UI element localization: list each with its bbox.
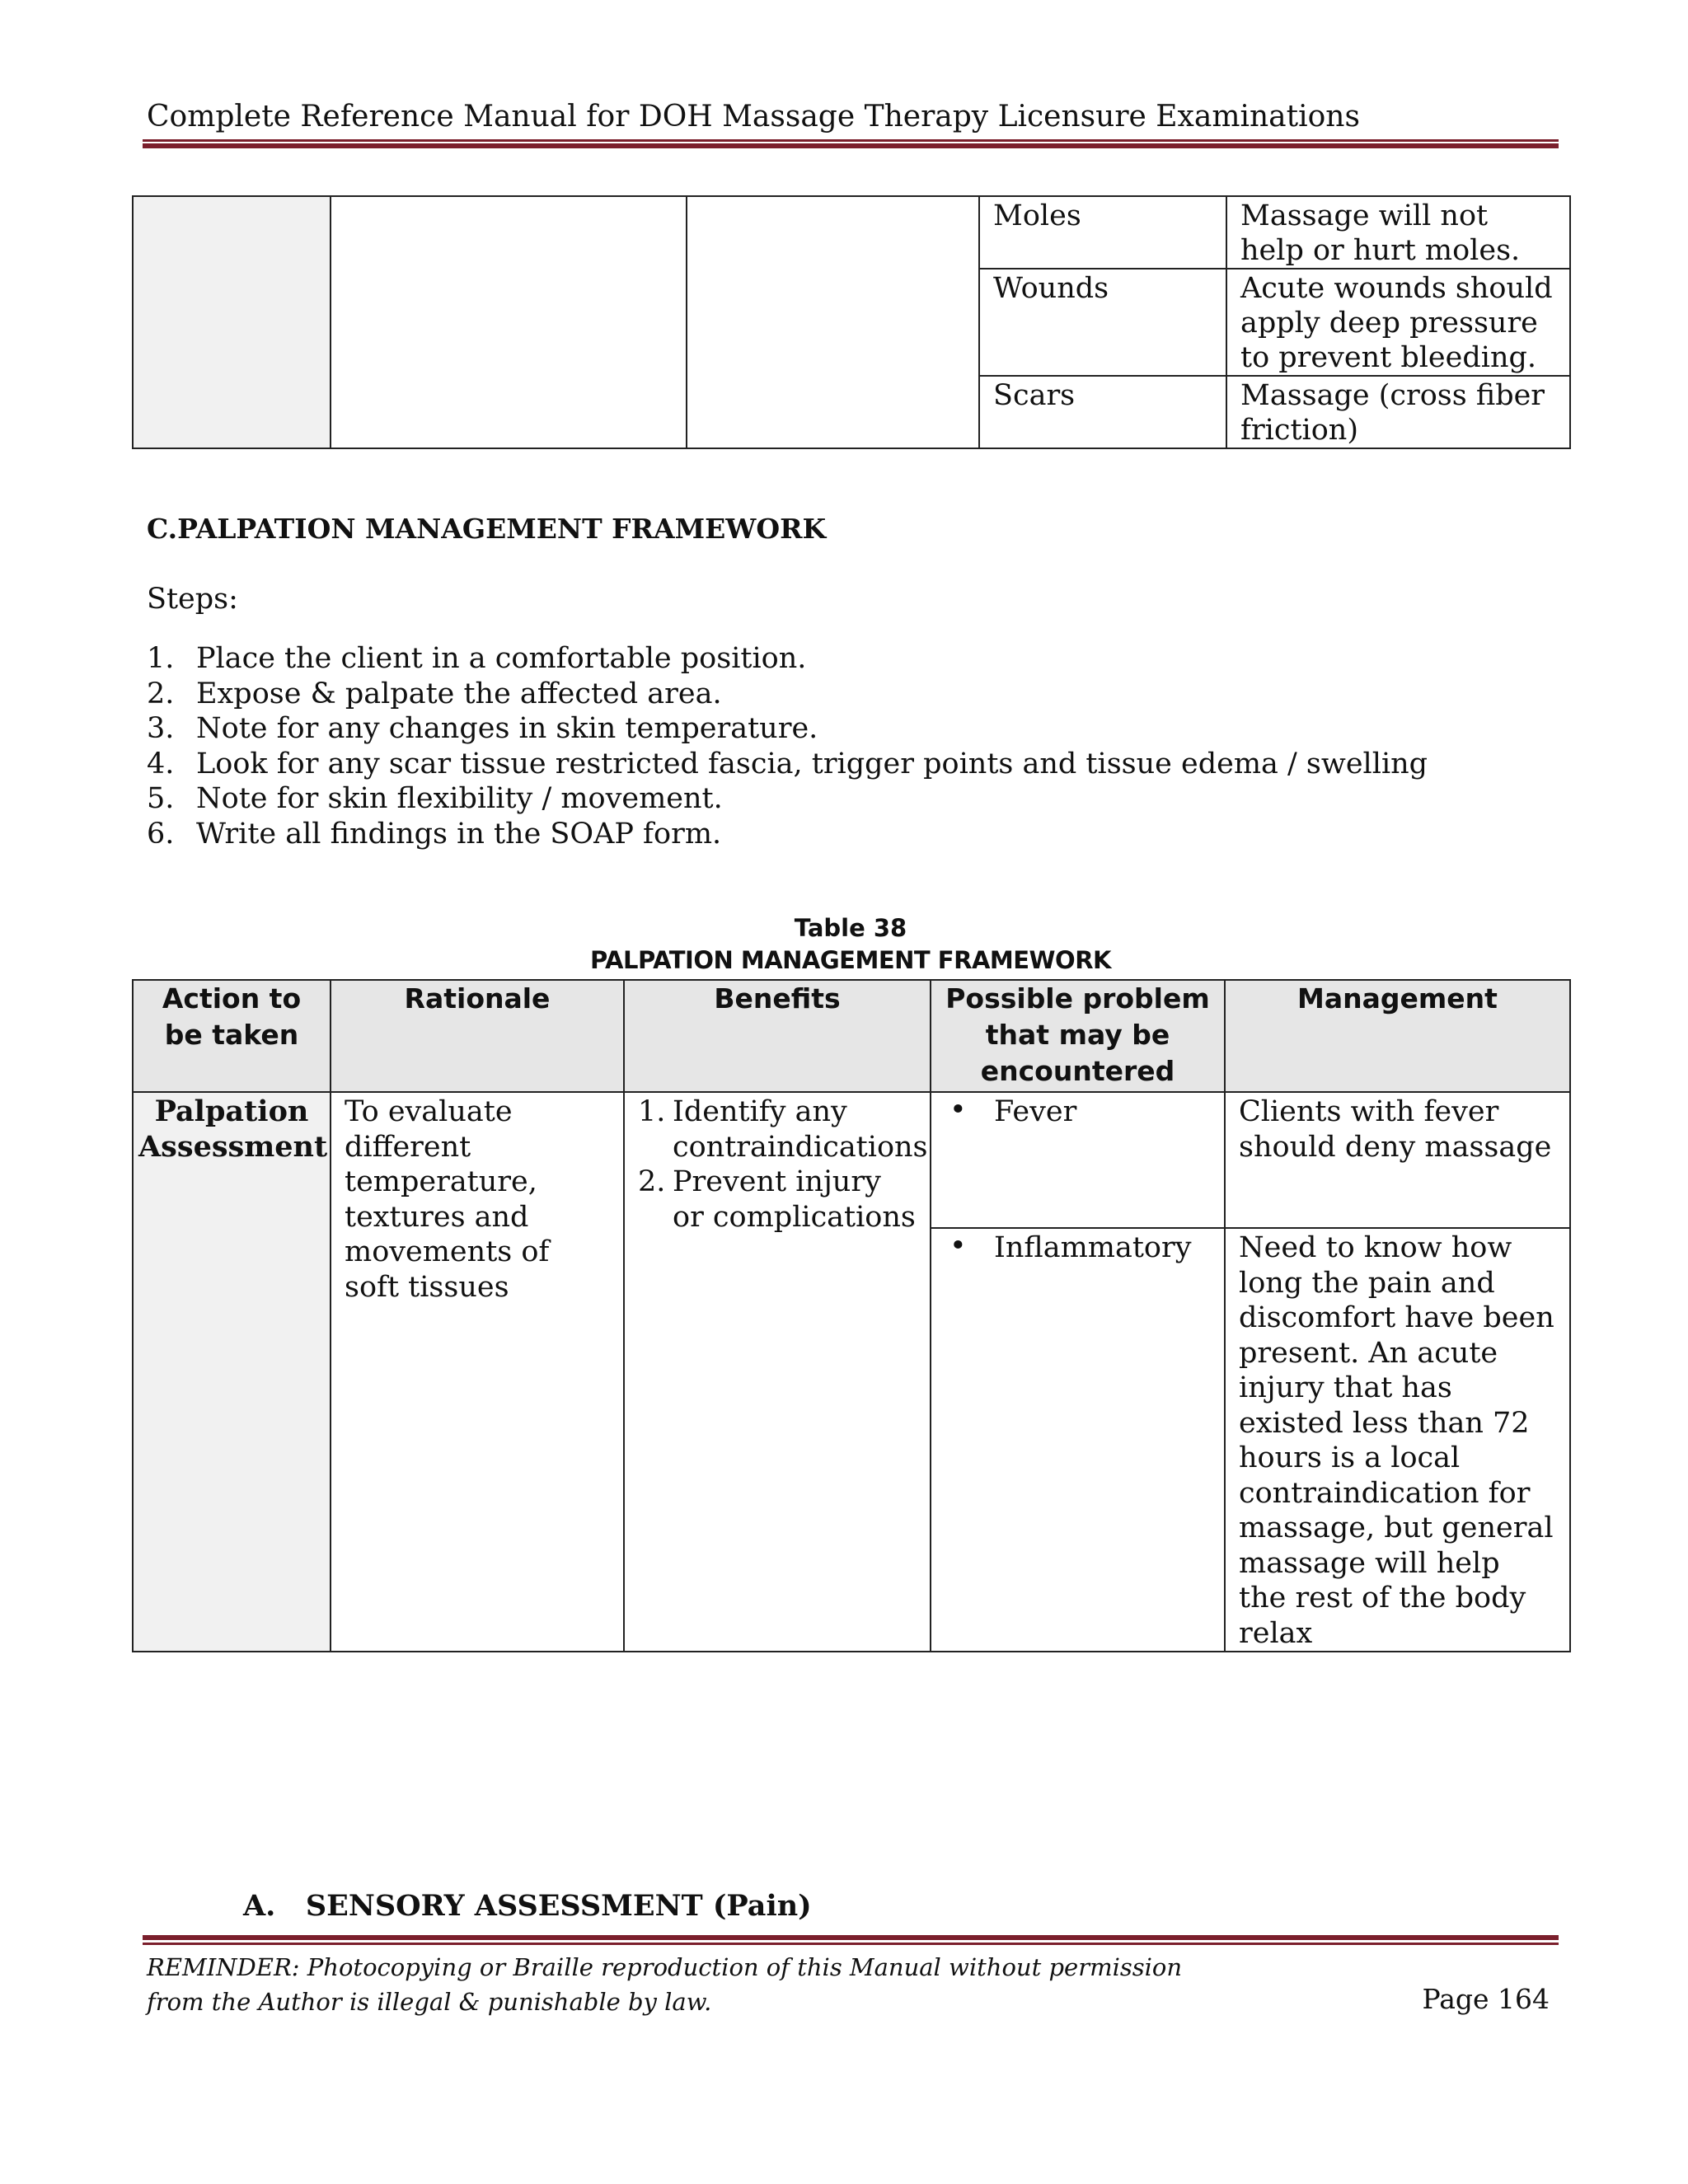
table-cell-empty bbox=[687, 196, 979, 448]
footer-reminder: REMINDER: Photocopying or Braille reproduction of this Manual without permission from the Author is illegal & punishable by law. bbox=[147, 1953, 1183, 2016]
list-item: 2. Prevent injury or complications bbox=[638, 1165, 916, 1234]
list-item: 1. Place the client in a comfortable position. bbox=[147, 642, 807, 675]
problem-cell: • Fever bbox=[931, 1092, 1225, 1228]
benefits-list bbox=[638, 1094, 928, 1235]
table-number: Table 38 bbox=[794, 914, 907, 942]
steps-label: Steps: bbox=[147, 583, 238, 616]
table-title: PALPATION MANAGEMENT FRAMEWORK bbox=[589, 946, 1112, 974]
header-rule-bottom bbox=[143, 143, 1559, 148]
list-item: 1. Identify any contraindications bbox=[638, 1095, 928, 1164]
note-cell: Massage (cross fiber friction) bbox=[1226, 376, 1570, 448]
list-item: 3. Note for any changes in skin temperature. bbox=[147, 712, 818, 745]
subsection-heading: A. SENSORY ASSESSMENT (Pain) bbox=[243, 1889, 812, 1923]
problem-cell: • Inflammatory bbox=[931, 1228, 1225, 1652]
rationale-cell: To evaluate different temperature, textures and movements of soft tissues bbox=[331, 1092, 624, 1652]
table-row bbox=[133, 1092, 1570, 1228]
condition-cell: Wounds bbox=[979, 269, 1226, 376]
page-number: Page 164 bbox=[1422, 1983, 1550, 2015]
header-rationale: Rationale bbox=[331, 980, 624, 1092]
header-rule-top bbox=[143, 139, 1559, 142]
table-cell-empty bbox=[331, 196, 687, 448]
contraindication-table-continued bbox=[132, 195, 1571, 449]
condition-cell: Scars bbox=[979, 376, 1226, 448]
palpation-framework-table bbox=[132, 979, 1571, 1652]
action-cell: Palpation Assessment bbox=[133, 1092, 331, 1652]
section-title: C.PALPATION MANAGEMENT FRAMEWORK bbox=[147, 513, 827, 545]
list-item: 4. Look for any scar tissue restricted fascia, trigger points and tissue edema / swelling bbox=[147, 747, 1428, 780]
footer-rule-top bbox=[143, 1935, 1559, 1940]
header-action: Action to be taken bbox=[133, 980, 331, 1092]
page-header-title: Complete Reference Manual for DOH Massage Therapy Licensure Examinations bbox=[147, 100, 1360, 134]
benefits-cell bbox=[624, 1092, 931, 1652]
list-item: 5. Note for skin flexibility / movement. bbox=[147, 782, 723, 815]
management-cell: Clients with fever should deny massage bbox=[1225, 1092, 1570, 1228]
note-cell: Massage will not help or hurt moles. bbox=[1226, 196, 1570, 269]
header-benefits: Benefits bbox=[624, 980, 931, 1092]
steps-list bbox=[147, 641, 1428, 851]
bullet-icon: • bbox=[950, 1094, 967, 1127]
table-row bbox=[133, 196, 1570, 269]
list-item: 6. Write all findings in the SOAP form. bbox=[147, 817, 722, 851]
note-cell: Acute wounds should apply deep pressure to prevent bleeding. bbox=[1226, 269, 1570, 376]
table-header-row bbox=[133, 980, 1570, 1092]
header-management: Management bbox=[1225, 980, 1570, 1092]
table-cell-empty bbox=[133, 196, 331, 448]
management-cell: Need to know how long the pain and discomfort have been present. An acute injury that has existed less than 72 hours is a local contraindication for massage, but general massage will help the rest of the body relax bbox=[1225, 1228, 1570, 1652]
condition-cell: Moles bbox=[979, 196, 1226, 269]
header-problem: Possible problem that may be encountered bbox=[931, 980, 1225, 1092]
footer-rule-bottom bbox=[143, 1943, 1559, 1945]
list-item: 2. Expose & palpate the affected area. bbox=[147, 677, 722, 710]
bullet-icon: • bbox=[950, 1230, 967, 1263]
